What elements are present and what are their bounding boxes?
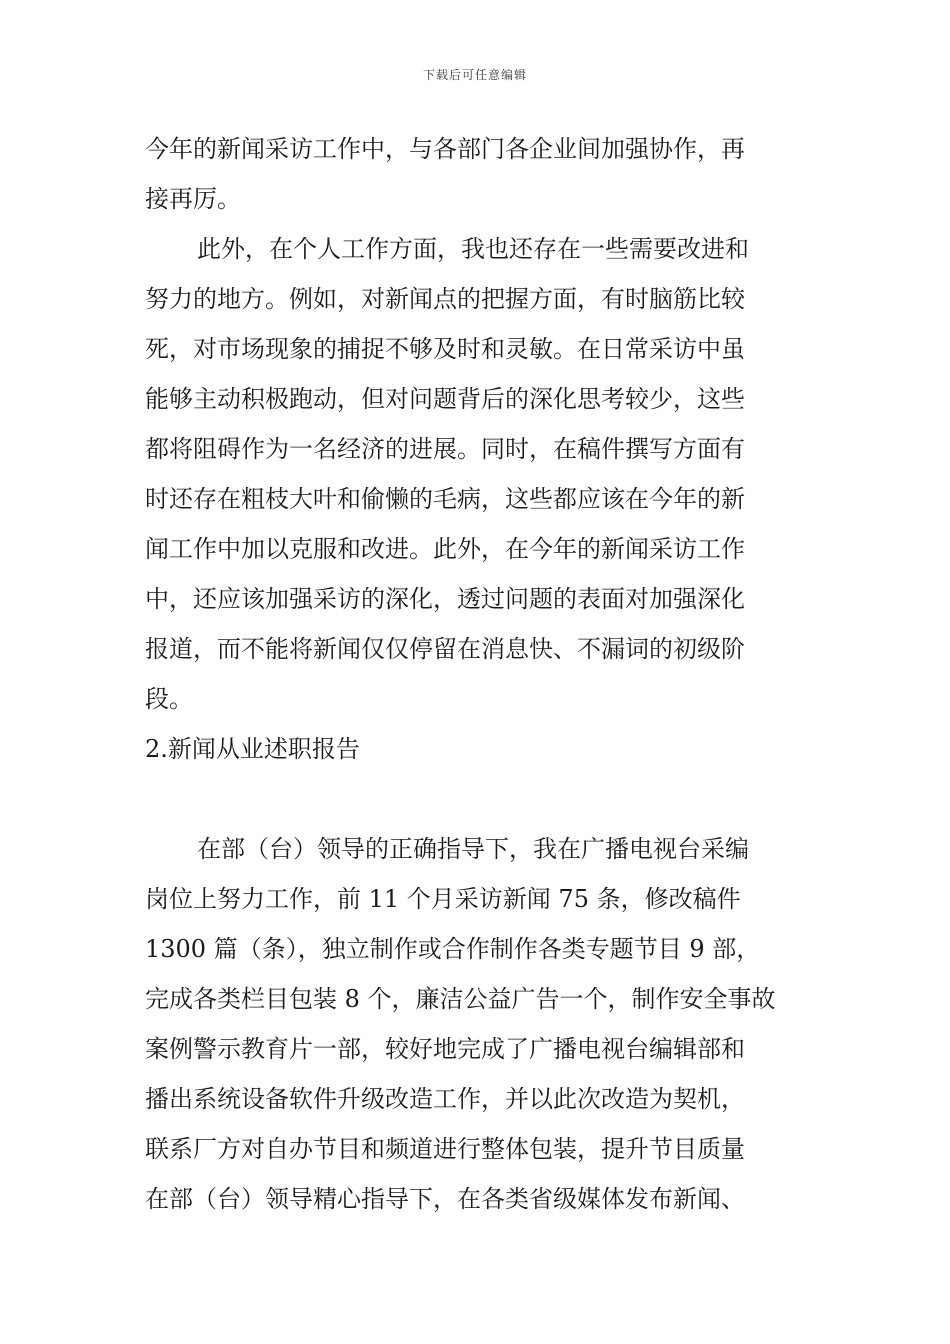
text-line: 完成各类栏目包装 8 个，廉洁公益广告一个，制作安全事故 [145,985,776,1013]
blank-line [145,774,807,824]
text-line: 联系厂方对自办节目和频道进行整体包装，提升节目质量 [145,1135,745,1163]
text-line: 今年的新闻采访工作中，与各部门各企业间加强协作，再 [145,135,745,163]
text-line: 死，对市场现象的捕捉不够及时和灵敏。在日常采访中虽 [145,335,745,363]
text-line: 在部（台）领导的正确指导下，我在广播电视台采编 [197,835,749,863]
text-line: 能够主动积极跑动，但对问题背后的深化思考较少，这些 [145,385,745,413]
text-line: 此外，在个人工作方面，我也还存在一些需要改进和 [197,235,749,263]
text-line: 中，还应该加强采访的深化，透过问题的表面对加强深化 [145,585,745,613]
text-line: 时还存在粗枝大叶和偷懒的毛病，这些都应该在今年的新 [145,485,745,513]
paragraph-continuation [145,124,807,224]
text-line: 段。 [145,685,193,713]
text-line: 努力的地方。例如，对新闻点的把握方面，有时脑筋比较 [145,285,745,313]
text-line: 播出系统设备软件升级改造工作，并以此次改造为契机， [145,1085,745,1113]
text-line: 报道，而不能将新闻仅仅停留在消息快、不漏词的初级阶 [145,635,745,663]
text-line: 接再厉。 [145,185,241,213]
text-line: 案例警示教育片一部，较好地完成了广播电视台编辑部和 [145,1035,745,1063]
text-line: 都将阻碍作为一名经济的进展。同时，在稿件撰写方面有 [145,435,745,463]
text-line: 在部（台）领导精心指导下，在各类省级媒体发布新闻、 [145,1185,745,1213]
text-line: 1300 篇（条），独立制作或合作制作各类专题节目 9 部， [145,935,761,963]
text-line: 岗位上努力工作，前 11 个月采访新闻 75 条，修改稿件 [145,885,741,913]
document-body [145,124,807,1224]
section-heading: 2.新闻从业述职报告 [145,735,360,763]
paragraph-report [145,824,807,1224]
page-header: 下载后可任意编辑 [422,68,527,82]
text-line: 闻工作中加以克服和改进。此外，在今年的新闻采访工作 [145,535,745,563]
paragraph-self-assessment [145,224,807,724]
